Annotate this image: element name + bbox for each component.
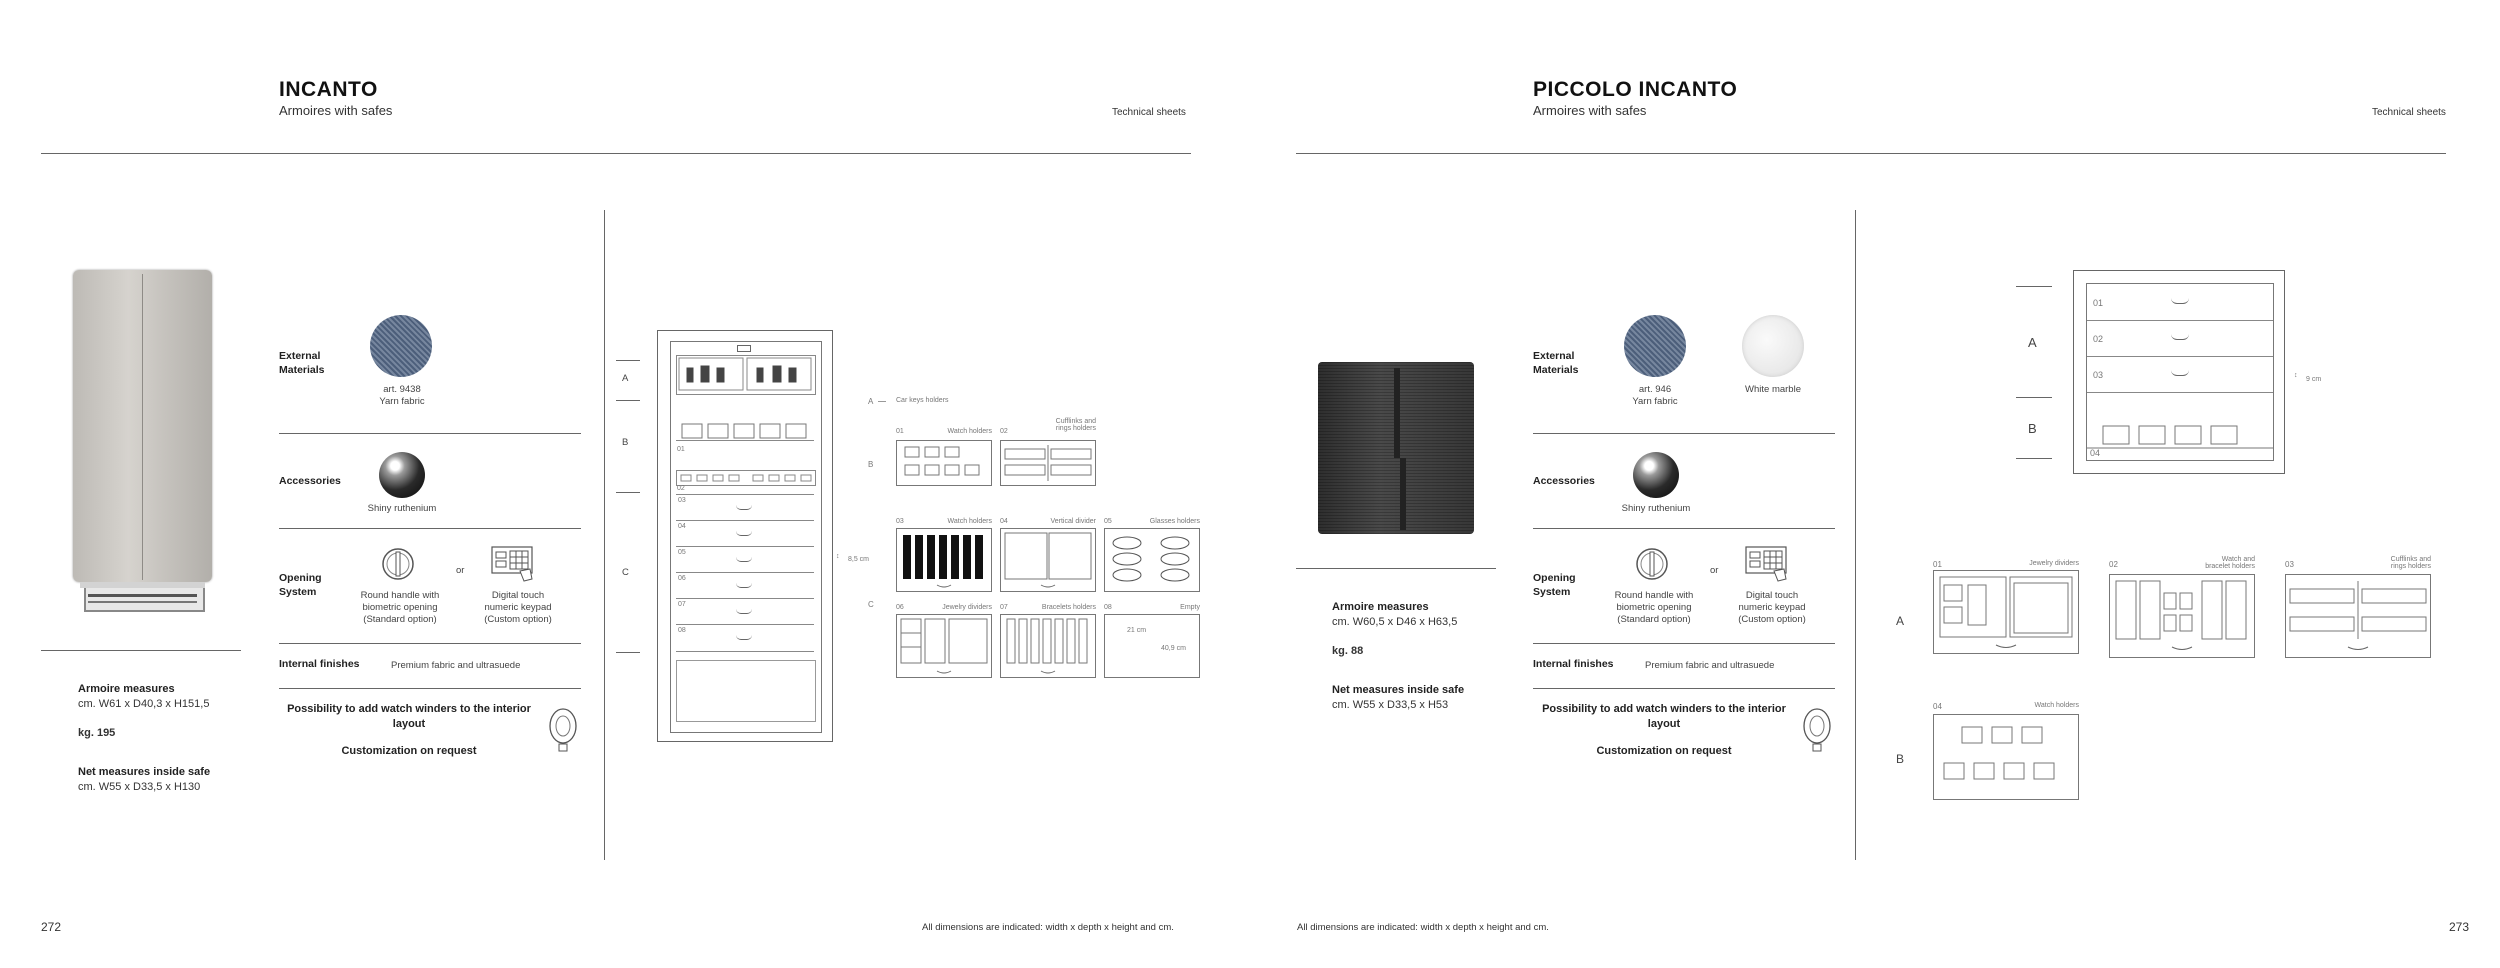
weight: kg. 88 [1332,645,1364,657]
customization-note: Customization on request [1596,745,1732,757]
tray-label: Glasses holders [1149,518,1200,525]
net-measures-value: cm. W55 x D33,5 x H53 [1332,699,1449,711]
keypad-caption: Digital touch numeric keypad (Custom option) [1738,590,1806,625]
material-caption: art. 9438 Yarn fabric [379,384,425,407]
tray-number: 05 [1104,518,1112,525]
material-caption: art. 946 Yarn fabric [1632,384,1678,407]
detail-label-a: A [1896,614,1905,628]
tray-label: Cufflinks and rings holders [2390,556,2431,570]
detail-tray [1000,604,1096,680]
keypad-icon [490,545,540,585]
section-tick [2016,286,2052,287]
tray-number: 03 [2285,560,2294,569]
internal-layout-drawing [2073,270,2285,474]
detail-tick [878,401,886,402]
detail-a-text: Car keys holders [896,397,949,404]
page-title: INCANTO [279,78,378,101]
detail-label-a: A [868,397,874,406]
net-measures-value: cm. W55 x D33,5 x H130 [78,781,201,793]
tray-number: 04 [1000,518,1008,525]
tray-number: 01 [896,428,904,435]
drawer-number: 01 [677,446,685,453]
internal-finishes-label: Internal finishes [1533,658,1614,670]
tray-number: 08 [1104,604,1112,611]
tray-number: 02 [2109,560,2118,569]
drawer-number: 06 [678,575,686,582]
internal-finishes-value: Premium fabric and ultrasuede [391,660,521,671]
page-number: 272 [41,920,62,934]
drawer-number: 03 [2093,370,2104,380]
spec-divider [1533,528,1835,529]
detail-tray [896,518,992,594]
dimension-note: 8,5 cm [848,556,870,563]
accessories-label: Accessories [1533,475,1595,487]
dimensions-footnote: All dimensions are indicated: width x depth x height and cm. [1297,922,1549,933]
external-materials-label: External Materials [1533,350,1579,376]
spec-divider [279,528,581,529]
detail-tray [896,604,992,680]
watch-winder-icon [548,706,578,754]
section-label: Technical sheets [2372,107,2446,118]
dimensions-footnote: All dimensions are indicated: width x depth x height and cm. [922,922,1174,933]
page-subtitle: Armoires with safes [279,103,393,118]
section-label-a: A [622,373,629,384]
fabric-swatch [1624,315,1686,377]
column-divider [604,210,605,860]
internal-finishes-label: Internal finishes [279,658,360,670]
detail-label-b: B [868,460,874,469]
header-divider [41,153,1191,154]
drawer-number: 07 [678,601,686,608]
watch-winder-icon [1802,706,1832,754]
fabric-swatch [370,315,432,377]
page-subtitle: Armoires with safes [1533,103,1647,118]
detail-tray [1104,518,1200,594]
section-tick [2016,397,2052,398]
opening-system-label: Opening System [279,572,322,598]
spec-divider [279,433,581,434]
section-tick [616,492,640,493]
detail-label-c: C [868,600,874,609]
section-tick [616,400,640,401]
drawer-number: 02 [2093,334,2104,344]
measures-divider [1296,568,1496,569]
tray-label: Jewelry dividers [2029,560,2079,567]
dimension-label: 21 cm [1127,627,1147,634]
safe-photo [1318,362,1474,534]
round-handle-icon [380,546,420,582]
header-divider [1296,153,2446,154]
spec-divider [1533,643,1835,644]
armoire-measures-value: cm. W60,5 x D46 x H63,5 [1332,616,1458,628]
section-label: Technical sheets [1112,107,1186,118]
net-measures-label: Net measures inside safe [78,766,211,778]
detail-tray [2285,556,2431,676]
marble-caption: White marble [1745,384,1801,395]
drawer-number: 03 [678,497,686,504]
tray-label: Bracelets holders [1041,604,1096,611]
detail-tray [1000,518,1096,594]
tray-number: 01 [1933,560,1942,569]
detail-label-b: B [1896,752,1905,766]
watch-winder-note: Possibility to add watch winders to the interior layout [287,703,531,731]
drawer-number: 01 [2093,298,2104,308]
tray-label: Watch and bracelet holders [2205,556,2255,570]
marble-swatch [1742,315,1804,377]
section-tick [616,360,640,361]
tray-number: 07 [1000,604,1008,611]
round-handle-icon [1634,546,1674,582]
section-label-b: B [622,437,629,448]
page-title: PICCOLO INCANTO [1533,78,1738,101]
armoire-measures-value: cm. W61 x D40,3 x H151,5 [78,698,210,710]
dimension-arrow: ↕ [2294,372,2298,379]
armoire-photo [70,270,215,620]
tray-number: 02 [1000,428,1008,435]
opening-system-label: Opening System [1533,572,1576,598]
accessory-caption: Shiny ruthenium [1621,503,1691,514]
section-label-a: A [2028,335,2037,350]
keypad-icon [1744,545,1794,585]
or-text: or [1710,565,1719,576]
detail-tray [1000,418,1096,488]
drawer-number: 04 [2090,448,2101,458]
accessory-caption: Shiny ruthenium [367,503,437,514]
detail-tray [896,428,992,488]
tray-number: 06 [896,604,904,611]
tray-label: Cufflinks and rings holders [1055,418,1096,432]
drawer-number: 05 [678,549,686,556]
detail-tray [1933,702,2079,806]
accessories-label: Accessories [279,475,341,487]
tray-label: Empty [1180,604,1200,611]
dimension-label: 40,9 cm [1161,645,1186,652]
ruthenium-swatch [379,452,425,498]
measures-divider [41,650,241,651]
customization-note: Customization on request [341,745,477,757]
column-divider [1855,210,1856,860]
internal-finishes-value: Premium fabric and ultrasuede [1645,660,1775,671]
tray-label: Jewelry dividers [942,604,992,611]
ruthenium-swatch [1633,452,1679,498]
armoire-measures-label: Armoire measures [1332,601,1429,613]
tray-number: 03 [896,518,904,525]
spec-divider [1533,433,1835,434]
tray-label: Watch holders [947,428,992,435]
watch-winder-note: Possibility to add watch winders to the interior layout [1542,703,1786,731]
or-text: or [456,565,465,576]
dimension-note: 9 cm [2306,376,2322,383]
external-materials-label: External Materials [279,350,325,376]
spec-divider [1533,688,1835,689]
handle-caption: Round handle with biometric opening (Standard option) [360,590,440,625]
detail-tray [2109,556,2255,676]
detail-tray [1104,604,1200,680]
armoire-measures-label: Armoire measures [78,683,175,695]
spec-divider [279,643,581,644]
keypad-caption: Digital touch numeric keypad (Custom option) [484,590,552,625]
spec-divider [279,688,581,689]
detail-tray [1933,556,2079,676]
drawer-number: 04 [678,523,686,530]
section-tick [616,652,640,653]
section-label-c: C [622,567,629,578]
drawer-number: 02 [677,485,685,492]
dimension-arrow: ↕ [836,553,840,560]
section-tick [2016,458,2052,459]
tray-label: Vertical divider [1050,518,1096,525]
page-number: 273 [2449,920,2470,934]
net-measures-label: Net measures inside safe [1332,684,1465,696]
drawer-number: 08 [678,627,686,634]
tray-number: 04 [1933,702,1942,711]
handle-caption: Round handle with biometric opening (Standard option) [1614,590,1694,625]
internal-layout-drawing [657,330,833,742]
section-label-b: B [2028,421,2037,436]
tray-label: Watch holders [947,518,992,525]
weight: kg. 195 [78,727,116,739]
tray-label: Watch holders [2034,702,2079,709]
